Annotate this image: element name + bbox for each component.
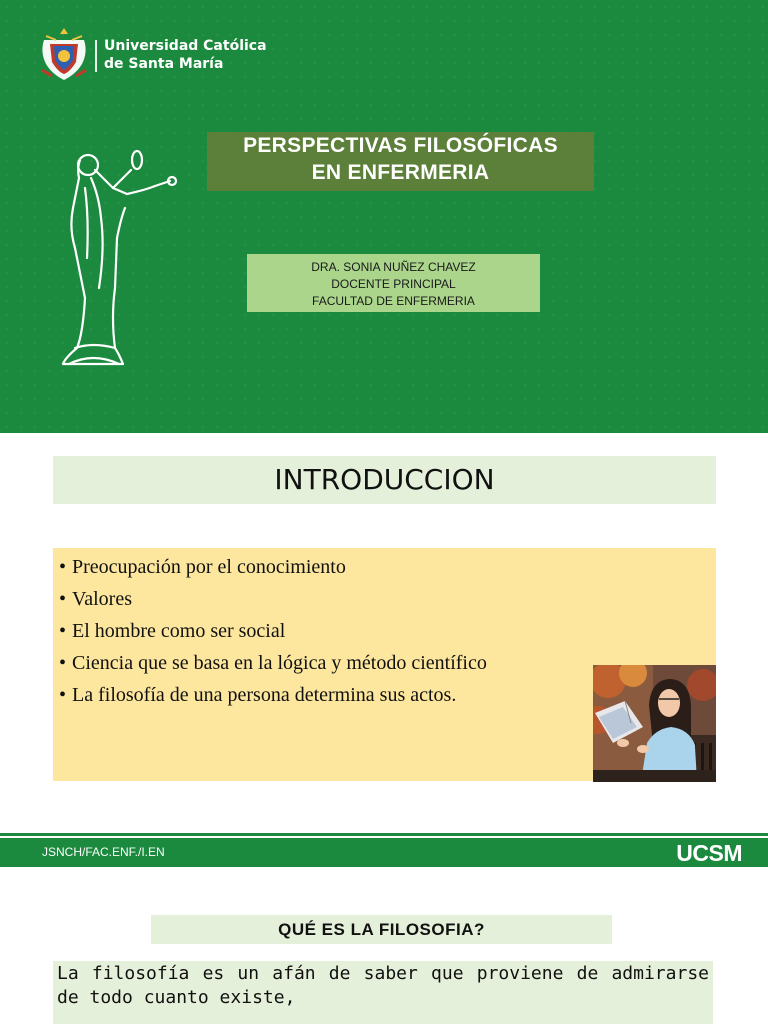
footer-code: JSNCH/FAC.ENF./I.EN [42,845,165,859]
author-role: DOCENTE PRINCIPAL [331,277,456,291]
list-item: • El hombre como ser social [59,615,487,647]
author-info [247,254,540,312]
woman-reading-book-photo [593,665,716,782]
list-item: • Ciencia que se basa en la lógica y método científico [59,647,487,679]
university-crest-icon [38,26,90,84]
logo-divider [95,40,97,72]
bullet-list [59,551,487,711]
list-item: • Preocupación por el conocimiento [59,551,487,583]
title-slide [0,0,768,433]
footer-brand-logo: UCSM [676,840,742,866]
introduction-slide [0,433,768,867]
university-name-line2: de Santa María [104,56,224,72]
title-line1: PERSPECTIVAS FILOSÓFICAS [243,134,558,157]
university-name-line1: Universidad Católica [104,38,267,54]
list-item: • Valores [59,583,487,615]
slide-heading: INTRODUCCION [53,456,716,504]
footer-divider [0,833,768,836]
slide-heading: QUÉ ES LA FILOSOFIA? [151,915,612,944]
title-line2: EN ENFERMERIA [311,161,490,184]
university-name [104,37,267,73]
author-faculty: FACULTAD DE ENFERMERIA [312,294,475,308]
slide-footer [0,838,768,867]
author-name: DRA. SONIA NUÑEZ CHAVEZ [311,260,476,274]
philosophy-definition-slide [0,867,768,1024]
virgin-statue-outline-icon [55,148,180,370]
list-item: • La filosofía de una persona determina sus actos. [59,679,487,711]
presentation-title [207,132,594,191]
definition-text: La filosofía es un afán de saber que proviene de admirarse de todo cuanto existe, [53,961,713,1024]
